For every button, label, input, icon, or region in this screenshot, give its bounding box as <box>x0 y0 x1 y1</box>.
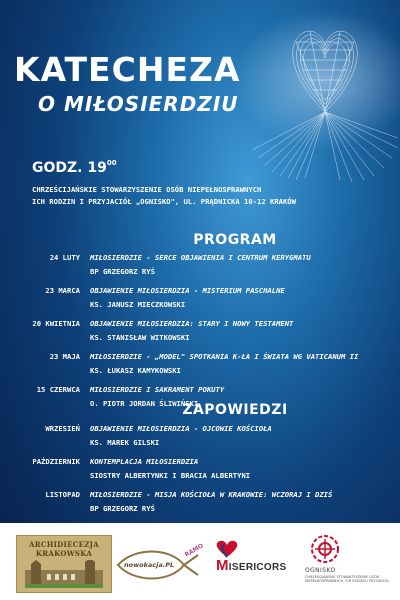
program-item <box>0 318 400 351</box>
program-item-topic: MIŁOSIERDZIE - „MODEL" SPOTKANIA K-ŁA I ŚWIATA WG VATICANUM II <box>90 352 359 361</box>
nowokacja-text: nowokacja.PL <box>124 561 175 569</box>
building-icon <box>25 560 103 588</box>
ognisko-logo <box>303 533 393 595</box>
program-item-date: 23 MARCA <box>45 286 80 295</box>
sponsor-footer <box>0 523 400 600</box>
announcement-item <box>0 489 400 522</box>
program-item-topic: OBJAWIENIE MIŁOSIERDZIA: STARY I NOWY TESTAMENT <box>90 319 294 328</box>
program-item-date: 24 LUTY <box>49 253 80 262</box>
program-item-date: 23 MAJA <box>49 352 80 361</box>
program-item-speaker: KS. JANUSZ MIECZKOWSKI <box>90 300 186 309</box>
announcements-list <box>0 423 400 522</box>
program-item-speaker: O. PIOTR JORDAN ŚLIWIŃSKI <box>90 399 199 408</box>
misericors-text <box>216 557 287 574</box>
ognisko-emblem-icon <box>309 533 341 565</box>
announcements-heading: ZAPOWIEDZI <box>182 402 288 418</box>
program-item-topic: MIŁOSIERDZIE I SAKRAMENT POKUTY <box>90 385 225 394</box>
organizer-line-1: CHRZEŚCIJAŃSKIE STOWARZYSZENIE OSÓB NIEPEŁNOSPRAWNYCH <box>32 185 262 194</box>
announcement-item <box>0 456 400 489</box>
poster-title: KATECHEZA <box>14 50 241 89</box>
misericors-mark: M <box>216 557 229 574</box>
announcement-item-date: PAŹDZIERNIK <box>32 457 80 466</box>
announcement-item-topic: KONTEMPLACJA MIŁOSIERDZIA <box>90 457 199 466</box>
nowokacja-arc-text: RAMO <box>183 542 205 559</box>
ognisko-title: OGNISKO <box>305 567 336 574</box>
announcement-item-date: WRZESIEŃ <box>45 424 80 433</box>
event-time-minutes: 00 <box>106 159 117 167</box>
program-item-topic: MIŁOSIERDZIE - SERCE OBJAWIENIA I CENTRUM KERYGMATU <box>90 253 311 262</box>
announcement-item-topic: OBJAWIENIE MIŁOSIERDZIA - OJCOWIE KOŚCIOŁA <box>90 424 272 433</box>
misericors-rest: ISERICORS <box>228 562 287 573</box>
program-item-speaker: KS. ŁUKASZ KAMYKOWSKI <box>90 366 181 375</box>
archidiecezja-line-2: KRAKOWSKA <box>35 549 93 558</box>
announcement-item-topic: MIŁOSIERDZIE - MISJA KOŚCIOŁA W KRAKOWIE: WCZORAJ I DZIŚ <box>90 490 333 499</box>
program-item <box>0 351 400 384</box>
program-item-date: 20 KWIETNIA <box>32 319 80 328</box>
heart-icon <box>212 539 242 559</box>
announcement-item-speaker: SIOSTRY ALBERTYNKI I BRACIA ALBERTYNI <box>90 471 251 480</box>
event-time-label: GODZ. 19 <box>32 160 107 176</box>
program-list <box>0 252 400 417</box>
program-heading: PROGRAM <box>193 232 277 248</box>
program-item-topic: OBJAWIENIE MIŁOSIERDZIA - MISTERIUM PASCHALNE <box>90 286 285 295</box>
program-item-date: 15 CZERWCA <box>36 385 80 394</box>
program-item <box>0 252 400 285</box>
announcement-item-date: LISTOPAD <box>45 490 80 499</box>
announcement-item <box>0 423 400 456</box>
program-item-speaker: KS. STANISŁAW WITKOWSKI <box>90 333 190 342</box>
organizer-info <box>32 184 392 208</box>
archidiecezja-logo <box>16 535 112 593</box>
archidiecezja-line-1: ARCHIDIECEZJA <box>28 540 100 549</box>
organizer-line-2: ICH RODZIN I PRZYJACIÓŁ „OGNISKO", UL. PRĄDNICKA 10-12 KRAKÓW <box>32 197 296 206</box>
program-item-speaker: BP GRZEGORZ RYŚ <box>90 267 155 276</box>
event-time <box>32 160 117 176</box>
announcement-item-speaker: BP GRZEGORZ RYŚ <box>90 504 155 513</box>
poster-subtitle: O MIŁOSIERDZIU <box>38 92 239 116</box>
misericors-logo <box>208 539 294 589</box>
ognisko-description: CHRZEŚCIJAŃSKIE STOWARZYSZENIE OSÓB NIEPEŁNOSPRAWNYCH, ICH RODZIN I PRZYJACIÓŁ <box>305 575 389 583</box>
program-item <box>0 285 400 318</box>
announcement-item-speaker: KS. MAREK GILSKI <box>90 438 160 447</box>
nowokacja-logo <box>114 541 204 589</box>
